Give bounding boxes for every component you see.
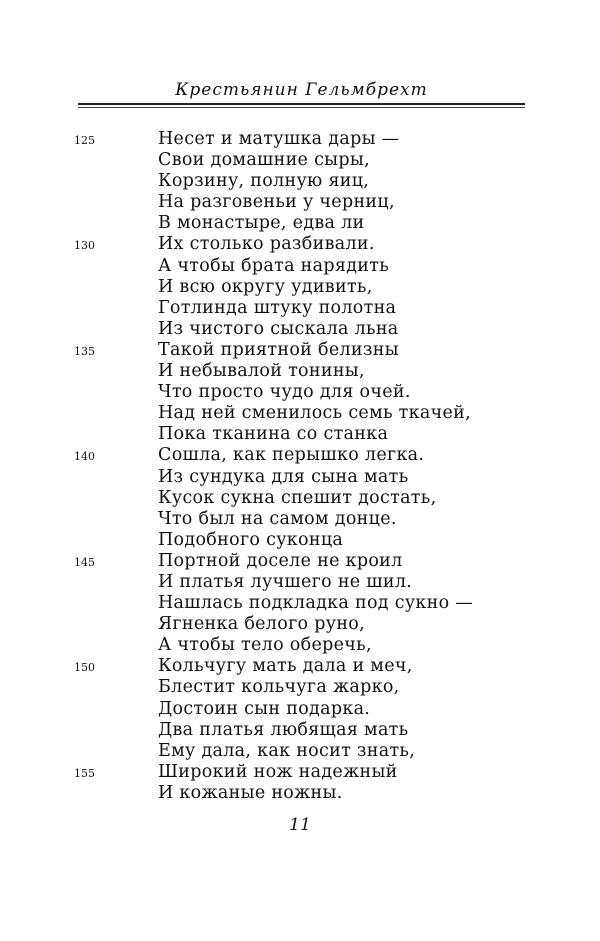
- verse-text: Два платья любящая мать: [158, 719, 409, 740]
- verse-text: Корзину, полную яиц,: [158, 171, 370, 192]
- verse-text: И небывалой тонины,: [158, 361, 365, 382]
- line-number: 135: [74, 344, 95, 358]
- verse-line: [0, 551, 600, 572]
- line-number: 145: [74, 555, 95, 569]
- running-header: Крестьянин Гельмбрехт: [175, 80, 428, 100]
- verse-line: [0, 467, 600, 488]
- verse-line: [0, 298, 600, 319]
- verse-line: [0, 277, 600, 298]
- verse-text: И платья лучшего не шил.: [158, 571, 413, 592]
- verse-line: [0, 488, 600, 509]
- verse-text: Свои домашние сыры,: [158, 150, 370, 171]
- verse-text: Кольчугу мать дала и меч,: [158, 656, 413, 677]
- line-number: 150: [74, 661, 95, 675]
- verse-text: Сошла, как перышко легка.: [158, 445, 425, 466]
- verse-line: [0, 509, 600, 530]
- verse-line: [0, 635, 600, 656]
- verse-line: [0, 762, 600, 783]
- verse-line: [0, 382, 600, 403]
- verse-line: [0, 150, 600, 171]
- verse-text: Блестит кольчуга жарко,: [158, 677, 400, 698]
- verse-line: [0, 403, 600, 424]
- verse-text: Из сундука для сына мать: [158, 466, 409, 487]
- verse-text: А чтобы брата нарядить: [158, 255, 390, 276]
- poem-text: [0, 129, 600, 804]
- verse-line: [0, 656, 600, 677]
- verse-line: [0, 572, 600, 593]
- verse-text: Несет и матушка дары —: [158, 129, 400, 149]
- verse-text: Ему дала, как носит знать,: [158, 740, 416, 761]
- verse-line: [0, 361, 600, 382]
- header-rule-thin: [78, 107, 525, 108]
- verse-text: Достоин сын подарка.: [158, 698, 371, 719]
- verse-line: [0, 213, 600, 234]
- line-number: 125: [74, 134, 95, 147]
- verse-text: Портной доселе не кроил: [158, 550, 403, 571]
- verse-text: А чтобы тело оберечь,: [158, 635, 372, 656]
- verse-text: Такой приятной белизны: [158, 339, 399, 360]
- verse-line: [0, 530, 600, 551]
- verse-text: Что просто чудо для очей.: [158, 382, 411, 403]
- verse-line: [0, 424, 600, 445]
- verse-text: И кожаные ножны.: [158, 782, 343, 803]
- verse-text: И всю округу удивить,: [158, 276, 373, 297]
- verse-text: Ягненка белого руно,: [158, 614, 365, 635]
- verse-line: [0, 445, 600, 466]
- verse-text: В монастыре, едва ли: [158, 213, 365, 234]
- verse-text: Что был на самом донце.: [158, 508, 397, 529]
- verse-line: [0, 741, 600, 762]
- verse-text: Пока тканина со станка: [158, 424, 389, 445]
- verse-line: [0, 129, 600, 150]
- verse-line: [0, 614, 600, 635]
- verse-text: Их столько разбивали.: [158, 234, 375, 255]
- line-number: 155: [74, 766, 95, 780]
- verse-line: [0, 677, 600, 698]
- verse-line: [0, 256, 600, 277]
- line-number: 130: [74, 239, 95, 253]
- verse-line: [0, 319, 600, 340]
- line-number: 140: [74, 450, 95, 464]
- verse-text: На разговеньи у черниц,: [158, 192, 395, 213]
- verse-line: [0, 340, 600, 361]
- verse-line: [0, 234, 600, 255]
- page-number: 11: [289, 815, 311, 835]
- verse-text: Готлинда штуку полотна: [158, 297, 397, 318]
- verse-text: Над ней сменилось семь ткачей,: [158, 403, 471, 424]
- verse-text: Подобного суконца: [158, 529, 344, 550]
- verse-line: [0, 192, 600, 213]
- verse-text: Кусок сукна спешит достать,: [158, 487, 437, 508]
- verse-text: Из чистого сыскала льна: [158, 318, 399, 339]
- verse-line: [0, 593, 600, 614]
- verse-text: Нашлась подкладка под сукно —: [158, 593, 474, 614]
- header-rule-thick: [78, 103, 525, 105]
- verse-text: Широкий нож надежный: [158, 761, 398, 782]
- verse-line: [0, 699, 600, 720]
- verse-line: [0, 720, 600, 741]
- verse-line: [0, 783, 600, 804]
- verse-line: [0, 171, 600, 192]
